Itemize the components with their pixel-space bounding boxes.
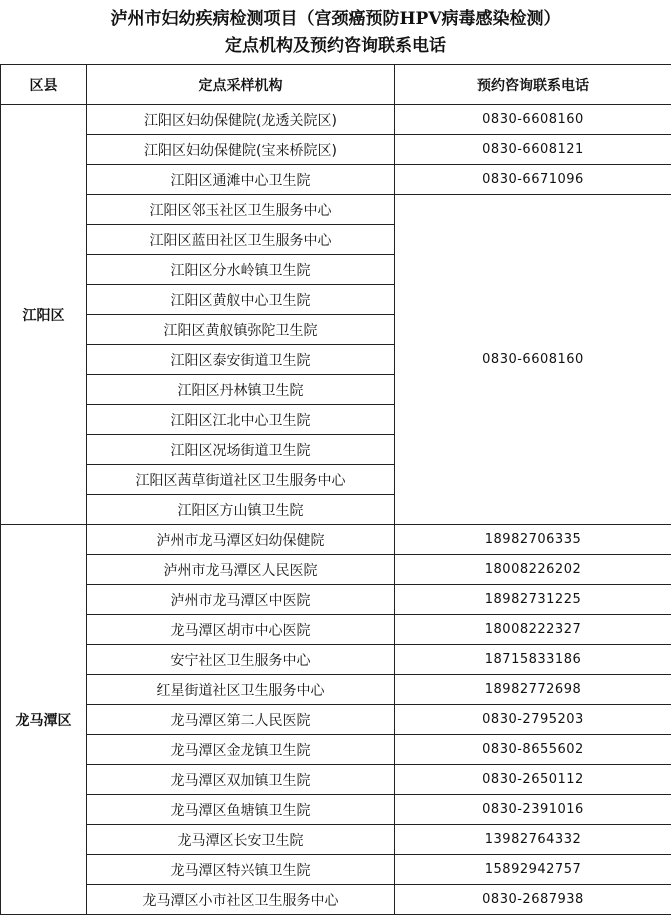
table-row [1, 735, 671, 765]
phone-cell: 18008226202 [395, 555, 671, 585]
institution-cell: 江阳区江北中心卫生院 [87, 405, 395, 435]
institution-cell: 龙马潭区胡市中心医院 [87, 615, 395, 645]
institution-cell: 江阳区妇幼保健院(宝来桥院区) [87, 135, 395, 165]
institution-cell: 龙马潭区第二人民医院 [87, 705, 395, 735]
institution-cell: 江阳区分水岭镇卫生院 [87, 255, 395, 285]
phone-cell: 0830-2650112 [395, 765, 671, 795]
header-institution: 定点采样机构 [87, 65, 395, 105]
phone-cell: 0830-2391016 [395, 795, 671, 825]
phone-cell: 0830-6608160 [395, 195, 671, 525]
table-header-row [1, 65, 671, 105]
table-row [1, 525, 671, 555]
phone-cell: 0830-2795203 [395, 705, 671, 735]
institution-cell: 红星街道社区卫生服务中心 [87, 675, 395, 705]
phone-cell: 18982731225 [395, 585, 671, 615]
table-row [1, 135, 671, 165]
county-cell: 江阳区 [1, 105, 87, 525]
institution-cell: 泸州市龙马潭区人民医院 [87, 555, 395, 585]
header-phone: 预约咨询联系电话 [395, 65, 671, 105]
table-row [1, 675, 671, 705]
header-county: 区县 [1, 65, 87, 105]
table-row [1, 705, 671, 735]
institution-cell: 江阳区通滩中心卫生院 [87, 165, 395, 195]
phone-cell: 0830-8655602 [395, 735, 671, 765]
table-row [1, 885, 671, 915]
table-row [1, 615, 671, 645]
institution-cell: 江阳区泰安街道卫生院 [87, 345, 395, 375]
institution-cell: 江阳区况场街道卫生院 [87, 435, 395, 465]
table-row [1, 165, 671, 195]
table-row [1, 825, 671, 855]
institution-cell: 江阳区妇幼保健院(龙透关院区) [87, 105, 395, 135]
institution-cell: 江阳区黄舣中心卫生院 [87, 285, 395, 315]
county-cell: 龙马潭区 [1, 525, 87, 915]
phone-cell: 0830-6608160 [395, 105, 671, 135]
institution-cell: 江阳区黄舣镇弥陀卫生院 [87, 315, 395, 345]
institution-cell: 龙马潭区长安卫生院 [87, 825, 395, 855]
table-row [1, 105, 671, 135]
institution-cell: 江阳区邻玉社区卫生服务中心 [87, 195, 395, 225]
table-row [1, 195, 671, 225]
table-row [1, 855, 671, 885]
table-row [1, 795, 671, 825]
phone-cell: 18982772698 [395, 675, 671, 705]
phone-cell: 13982764332 [395, 825, 671, 855]
phone-cell: 15892942757 [395, 855, 671, 885]
page-title [0, 0, 671, 64]
title-line-1: 泸州市妇幼疾病检测项目（宫颈癌预防HPV病毒感染检测） [110, 9, 561, 29]
table-row [1, 645, 671, 675]
table-row [1, 585, 671, 615]
phone-cell: 18008222327 [395, 615, 671, 645]
institution-cell: 龙马潭区双加镇卫生院 [87, 765, 395, 795]
phone-cell: 18982706335 [395, 525, 671, 555]
institution-cell: 龙马潭区金龙镇卫生院 [87, 735, 395, 765]
institution-table [0, 64, 671, 915]
phone-cell: 18715833186 [395, 645, 671, 675]
institution-cell: 龙马潭区小市社区卫生服务中心 [87, 885, 395, 915]
title-line-2: 定点机构及预约咨询联系电话 [225, 36, 446, 56]
table-row [1, 555, 671, 585]
institution-cell: 龙马潭区鱼塘镇卫生院 [87, 795, 395, 825]
institution-cell: 江阳区丹林镇卫生院 [87, 375, 395, 405]
institution-cell: 江阳区茜草街道社区卫生服务中心 [87, 465, 395, 495]
institution-cell: 泸州市龙马潭区中医院 [87, 585, 395, 615]
institution-cell: 龙马潭区特兴镇卫生院 [87, 855, 395, 885]
phone-cell: 0830-6671096 [395, 165, 671, 195]
phone-cell: 0830-2687938 [395, 885, 671, 915]
institution-cell: 安宁社区卫生服务中心 [87, 645, 395, 675]
table-body [1, 105, 671, 915]
phone-cell: 0830-6608121 [395, 135, 671, 165]
table-row [1, 765, 671, 795]
institution-cell: 泸州市龙马潭区妇幼保健院 [87, 525, 395, 555]
institution-cell: 江阳区方山镇卫生院 [87, 495, 395, 525]
institution-cell: 江阳区蓝田社区卫生服务中心 [87, 225, 395, 255]
